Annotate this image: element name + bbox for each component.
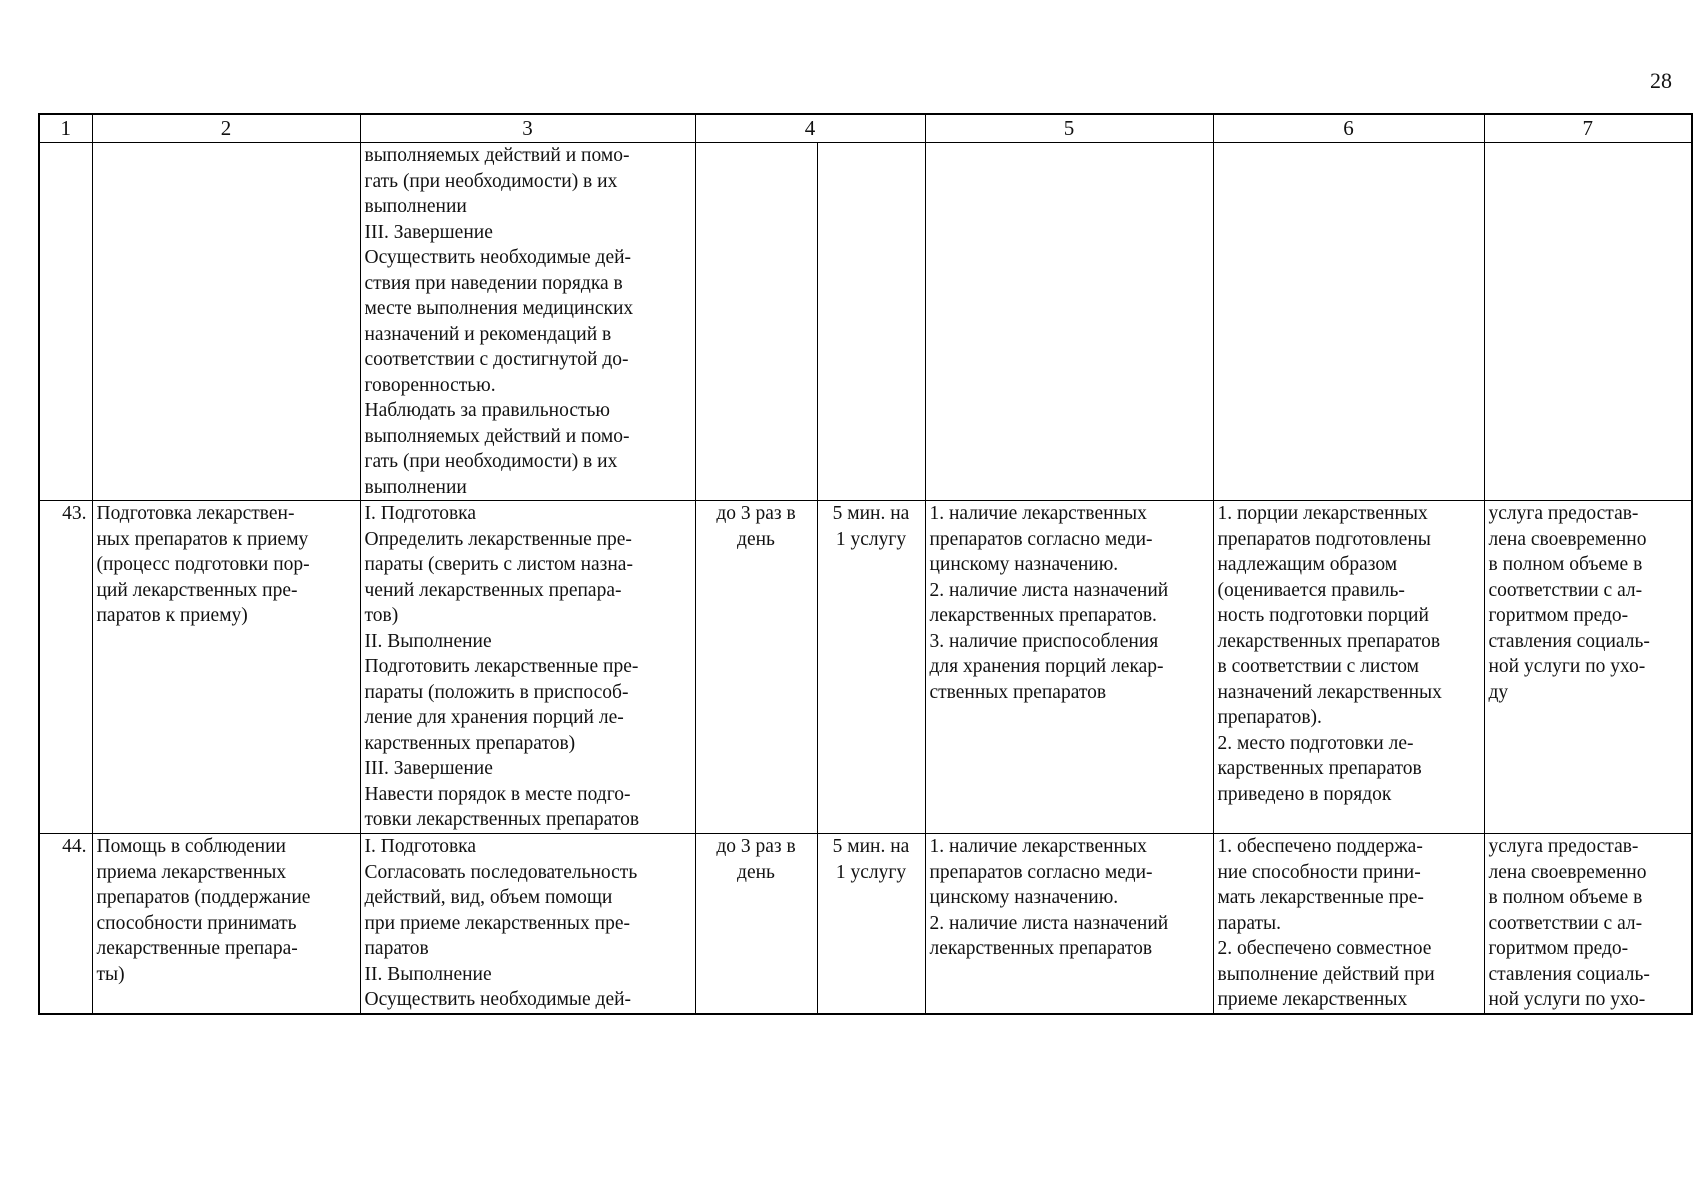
duration-cell <box>817 501 925 834</box>
column-number-row <box>39 114 1692 143</box>
service-name-cell <box>92 501 360 834</box>
service-steps-cell <box>360 501 695 834</box>
evaluation-cell <box>1484 501 1692 834</box>
cont-steps-text: выполняемых действий и помо- гать (при необходимости) в их выполнении III. Завершение Осуществить необходимые дей- ствия при наведении порядка в месте выполнения медицинских назначений и рекомендаций в соответствии с достигнутой до- говоренностью. Наблюдать за правильностью выполняемых действий и помо- гать (при необходимости) в их выполнении <box>364 145 634 498</box>
cont-results-cell <box>1213 143 1484 501</box>
header-col-3: 3 <box>360 114 695 143</box>
header-col-1: 1 <box>39 114 92 143</box>
results: 1. обеспечено поддержа- ние способности прини- мать лекарственные пре- параты. 2. обеспечено совместное выполнение действий при приеме лекарственных <box>1217 836 1435 1010</box>
evaluation: услуга предостав- лена своевременно в полном объеме в соответствии с ал- горитмом предо- ставления социаль- ной услуги по ухо- ду <box>1488 503 1650 703</box>
header-col-6: 6 <box>1213 114 1484 143</box>
table-row <box>39 501 1692 834</box>
table-row <box>39 834 1692 1014</box>
cont-frequency-cell <box>695 143 817 501</box>
frequency-cell <box>695 501 817 834</box>
evaluation-cell <box>1484 834 1692 1014</box>
header-col-7: 7 <box>1484 114 1692 143</box>
service-name: Помощь в соблюдении приема лекарственных препаратов (поддержание способности принимать лекарственные препара- ты) <box>96 836 311 985</box>
row-number: 44. <box>39 834 92 1014</box>
service-steps: I. Подготовка Определить лекарственные пре- параты (сверить с листом назна- чений лекарственных препара- тов) II. Выполнение Подготовить лекарственные пре- параты (положить в приспособ- ление для хранения порций ле- карственных препаратов) III. Завершение Навести порядок в месте подго- товки лекарственных препаратов <box>364 503 640 830</box>
cont-conditions-cell <box>925 143 1213 501</box>
evaluation: услуга предостав- лена своевременно в полном объеме в соответствии с ал- горитмом предо- ставления социаль- ной услуги по ухо- <box>1488 836 1650 1010</box>
frequency: до 3 раз в день <box>716 836 796 883</box>
service-name-cell <box>92 834 360 1014</box>
frequency-cell <box>695 834 817 1014</box>
duration-cell <box>817 834 925 1014</box>
services-table <box>38 113 1693 1015</box>
conditions: 1. наличие лекарственных препаратов согласно меди- цинскому назначению. 2. наличие листа назначений лекарственных препаратов <box>929 836 1169 959</box>
results-cell <box>1213 501 1484 834</box>
conditions-cell <box>925 834 1213 1014</box>
results: 1. порции лекарственных препаратов подготовлены надлежащим образом (оценивается правиль- ность подготовки порций лекарственных препаратов в соответствии с листом назначений лекарственных препаратов). 2. место подготовки ле- карственных препаратов приведено в порядок <box>1217 503 1442 805</box>
cont-steps-cell <box>360 143 695 501</box>
header-col-4: 4 <box>695 114 925 143</box>
service-steps: I. Подготовка Согласовать последовательность действий, вид, объем помощи при приеме лекарственных пре- паратов II. Выполнение Осуществить необходимые дей- <box>364 836 638 1010</box>
cont-name-cell <box>92 143 360 501</box>
duration: 5 мин. на 1 услугу <box>832 503 910 550</box>
table-row-continuation <box>39 143 1692 501</box>
page-number: 28 <box>1650 68 1672 93</box>
cont-duration-cell <box>817 143 925 501</box>
duration: 5 мин. на 1 услугу <box>832 836 910 883</box>
cont-num-cell <box>39 143 92 501</box>
results-cell <box>1213 834 1484 1014</box>
service-name: Подготовка лекарствен- ных препаратов к приему (процесс подготовки пор- ций лекарственных пре- паратов к приему) <box>96 503 310 626</box>
conditions-cell <box>925 501 1213 834</box>
header-col-2: 2 <box>92 114 360 143</box>
conditions: 1. наличие лекарственных препаратов согласно меди- цинскому назначению. 2. наличие листа назначений лекарственных препаратов. 3. наличие приспособления для хранения порций лекар- ственных препаратов <box>929 503 1169 703</box>
header-col-5: 5 <box>925 114 1213 143</box>
frequency: до 3 раз в день <box>716 503 796 550</box>
row-number: 43. <box>39 501 92 834</box>
service-steps-cell <box>360 834 695 1014</box>
cont-evaluation-cell <box>1484 143 1692 501</box>
